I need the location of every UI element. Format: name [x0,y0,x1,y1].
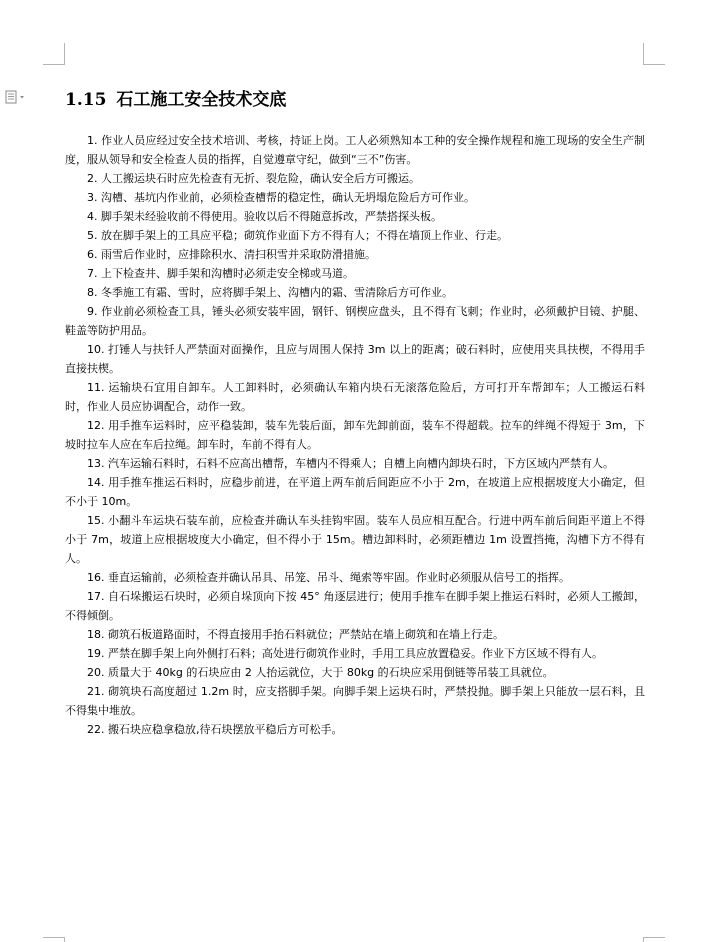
paragraph-5: 5. 放在脚手架上的工具应平稳；砌筑作业面下方不得有人；不得在墙顶上作业、行走。 [87,229,508,242]
crop-mark-bottom-left-vertical [64,937,65,942]
section-heading [65,88,645,112]
paragraph-7: 7. 上下检查井、脚手架和沟槽时必须走安全梯或马道。 [87,267,354,280]
crop-mark-top-right-horizontal [643,64,665,65]
paragraph-20: 20. 质量大于 40kg 的石块应由 2 人抬运就位，大于 80kg 的石块应采用倒链等吊装工具就位。 [87,666,554,679]
paragraph-9: 9. 作业前必须检查工具，锤头必须安装牢固，钢钎、钢楔应盘头，且不得有飞刺；作业时，必须戴护目镜、护腿、鞋盖等防护用品。 [65,305,645,337]
body-text [65,131,645,739]
paragraph-3: 3. 沟槽、基坑内作业前，必须检查槽帮的稳定性，确认无坍塌危险后方可作业。 [87,191,475,204]
paragraph-8: 8. 冬季施工有霜、雪时，应将脚手架上、沟槽内的霜、雪清除后方可作业。 [87,286,453,299]
paragraph-12: 12. 用手推车运料时，应平稳装卸，装车先装后面，卸车先卸前面，装车不得超载。拉车的绊绳不得短于 3m，下坡时拉车人应在车后拉绳。卸车时，车前不得有人。 [65,419,645,451]
paragraph-14: 14. 用手推车推运石料时，应稳步前进，在平道上两车前后间距应不小于 2m，在坡道上应根据坡度大小确定，但不小于 10m。 [65,476,645,508]
paragraph-18: 18. 砌筑石板道路面时，不得直接用手抬石料就位；严禁站在墙上砌筑和在墙上行走。 [87,628,504,641]
paragraph-6: 6. 雨雪后作业时，应排除积水、清扫积雪并采取防滑措施。 [87,248,376,261]
paragraph-13: 13. 汽车运输石料时，石料不应高出槽帮，车槽内不得乘人；自槽上向槽内卸块石时，下方区域内严禁有人。 [87,457,614,470]
paragraph-1: 1. 作业人员应经过安全技术培训、考核，持证上岗。工人必须熟知本工种的安全操作规程和施工现场的安全生产制度，服从领导和安全检查人员的指挥，自觉遵章守纪，做到“三不”伤害。 [65,134,645,166]
paragraph-4: 4. 脚手架未经验收前不得使用。验收以后不得随意拆改，严禁搭探头板。 [87,210,442,223]
crop-mark-bottom-left-horizontal [43,937,65,938]
paragraph-22: 22. 搬石块应稳拿稳放,待石块摆放平稳后方可松手。 [87,723,343,736]
paragraph-17: 17. 自石垛搬运石块时，必须自垛顶向下按 45° 角逐层进行；使用手推车在脚手架上推运石料时，必须人工搬卸，不得倾倒。 [65,590,645,622]
paragraph-11: 11. 运输块石宜用自卸车。人工卸料时，必须确认车箱内块石无滚落危险后，方可打开车帮卸车；人工搬运石料时，作业人员应协调配合，动作一致。 [65,381,645,413]
paragraph-10: 10. 打锤人与扶钎人严禁面对面操作，且应与周围人保持 3m 以上的距离；破石料时，应使用夹具扶楔，不得用手直接扶楔。 [65,343,645,375]
crop-mark-top-left-vertical [64,43,65,65]
document-outline-icon[interactable] [5,89,27,103]
crop-mark-top-right-vertical [643,43,644,65]
paragraph-15: 15. 小翻斗车运块石装车前，应检查并确认车头挂钩牢固。装车人员应相互配合。行进中两车前后间距平道上不得小于 7m，坡道上应根据坡度大小确定，但不得小于 15m。槽边卸料时，必须距槽边 1m 设置挡掩，沟槽下方不得有人。 [65,514,645,565]
paragraph-16: 16. 垂直运输前，必须检查并确认吊具、吊笼、吊斗、绳索等牢固。作业时必须服从信号工的指挥。 [87,571,570,584]
paragraph-2: 2. 人工搬运块石时应先检查有无折、裂危险，确认安全后方可搬运。 [87,172,420,185]
crop-mark-bottom-right-horizontal [643,937,665,938]
section-number: 1.15 [65,90,107,110]
paragraph-19: 19. 严禁在脚手架上向外侧打石料；高处进行砌筑作业时，手用工具应放置稳妥。作业下方区域不得有人。 [87,647,603,660]
crop-mark-top-left-horizontal [43,64,65,65]
section-title: 石工施工安全技术交底 [116,90,287,110]
paragraph-21: 21. 砌筑块石高度超过 1.2m 时，应支搭脚手架。向脚手架上运块石时，严禁投抛。脚手架上只能放一层石料，且不得集中堆放。 [65,685,645,717]
crop-mark-bottom-right-vertical [643,937,644,942]
